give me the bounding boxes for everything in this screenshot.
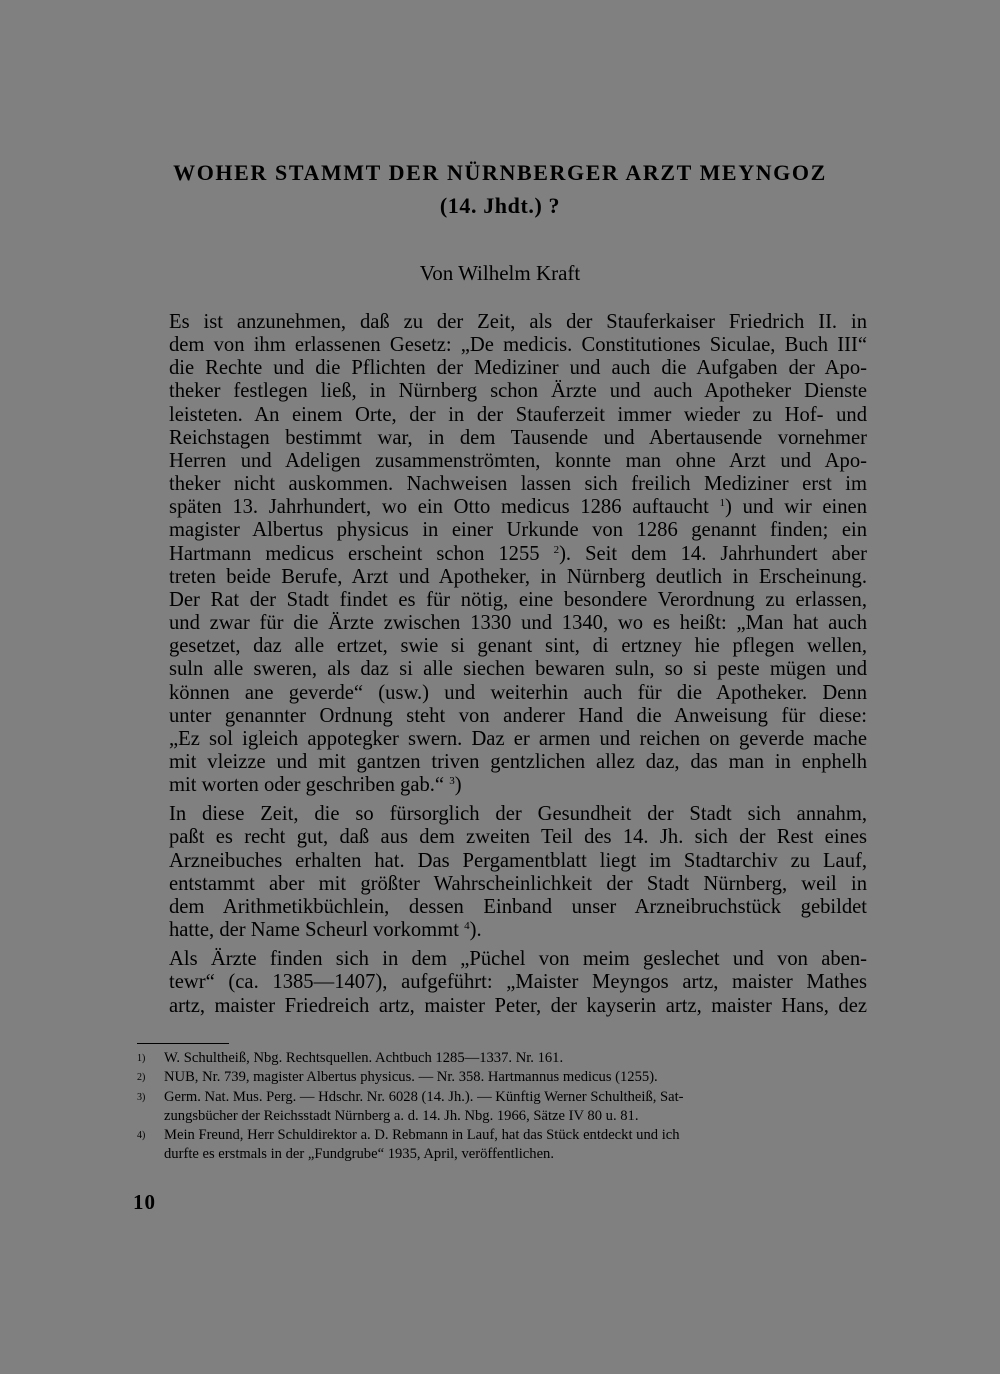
text-line: tewr“ (ca. 1385—1407), aufgeführt: „Maister Meyngos artz, maister Mathes (169, 971, 867, 994)
paragraph-1 (133, 311, 867, 797)
text-line (133, 919, 867, 942)
footnote-ref-1: 1 (719, 497, 726, 510)
text-line: Reichstagen bestimmt war, in dem Tausende und Abertausende vornehmer (169, 426, 867, 449)
text-line: Es ist anzunehmen, daß zu der Zeit, als der Stauferkaiser Friedrich II. in (169, 311, 867, 333)
text-line: artz, maister Friedreich artz, maister Peter, der kayserin artz, maister Hans, dez (169, 994, 867, 1017)
text-line: können ane geverde“ (usw.) und weiterhin auch für die Apotheker. Denn (169, 681, 867, 704)
text-line: die Rechte und die Pflichten der Mediziner und auch die Aufgaben der Apo- (169, 357, 867, 380)
footnote-1 (137, 1049, 867, 1068)
text-line (133, 774, 867, 797)
article-title: WOHER STAMMT DER NÜRNBERGER ARZT MEYNGOZ (173, 160, 827, 185)
text-fragment: Hartmann medicus erscheint schon 1255 (169, 542, 554, 565)
text-line: leisteten. An einem Orte, der in der Stauferzeit immer wieder zu Hof- und (169, 403, 867, 426)
text-line (133, 543, 867, 566)
text-line: entstammt aber mit größter Wahrscheinlichkeit der Stadt Nürnberg, weil in (169, 872, 867, 895)
text-fragment: ) (454, 774, 462, 797)
text-fragment: späten 13. Jahrhundert, wo ein Otto medicus 1286 auftaucht (169, 496, 720, 519)
text-line: Arzneibuches erhalten hat. Das Pergamentblatt liegt im Stadtarchiv zu Lauf, (169, 849, 867, 872)
footnote-text: W. Schultheiß, Nbg. Rechtsquellen. Achtbuch 1285—1337. Nr. 161. (164, 1050, 564, 1066)
footnote-text: durfte es erstmals in der „Fundgrube“ 1935, April, veröffentlichen. (164, 1146, 555, 1163)
text-line: mit vleizze und mit gantzen triven gentzlichen allez daz, das man in enphelh (169, 750, 867, 773)
footnote-text: Mein Freund, Herr Schuldirektor a. D. Rebmann in Lauf, hat das Stück entdeckt und ich (164, 1127, 680, 1144)
document-page (133, 0, 867, 1374)
text-fragment: ). Seit dem 14. Jahrhundert aber (559, 542, 868, 565)
text-line: gesetzet, daz alle ertzet, swie si genant sint, di ertzney hie pflegen wellen, (169, 635, 867, 658)
author-byline: Von Wilhelm Kraft (419, 261, 581, 285)
paragraph-2 (133, 803, 867, 942)
footnote-divider (137, 1043, 229, 1044)
footnote-mark: 4) (137, 1130, 146, 1142)
footnote-ref-4: 4 (464, 920, 470, 933)
text-fragment: hatte, der Name Scheurl vorkommt (169, 919, 465, 942)
footnote-text: Germ. Nat. Mus. Perg. — Hdschr. Nr. 6028 (14. Jh.). — Künftig Werner Schultheiß, Sat- (164, 1088, 684, 1105)
text-line: theker nicht auskommen. Nachweisen lassen sich freilich Mediziner erst im (169, 473, 867, 496)
text-line: „Ez sol igleich appotegker swern. Daz er armen und reichen on geverde mache (169, 727, 867, 750)
text-line: In diese Zeit, die so fürsorglich der Gesundheit der Stadt sich annahm, (169, 803, 867, 826)
footnote-text: NUB, Nr. 739, magister Albertus physicus. — Nr. 358. Hartmannus medicus (1255). (164, 1069, 658, 1086)
footnote-text: zungsbücher der Reichsstadt Nürnberg a. d. 14. Jh. Nbg. 1966, Sätze IV 80 u. 81. (164, 1107, 639, 1124)
footnote-3 (137, 1088, 867, 1127)
text-line: magister Albertus physicus in einer Urkunde von 1286 genannt finden; ein (169, 519, 867, 542)
text-line: und zwar für die Ärzte zwischen 1330 und 1340, wo es heißt: „Man hat auch (169, 612, 867, 635)
footnote-2 (137, 1068, 867, 1087)
footnote-mark: 2) (137, 1072, 146, 1084)
text-fragment: ) und wir einen (725, 496, 867, 519)
text-line: Herren und Adeligen zusammenströmten, konnte man ohne Arzt und Apo- (169, 449, 867, 472)
text-line: dem Arithmetikbüchlein, dessen Einband unser Arzneibruchstück gebildet (169, 895, 867, 918)
text-line: paßt es recht gut, daß aus dem zweiten Teil des 14. Jh. sich der Rest eines (169, 826, 867, 849)
article-title-date: (14. Jhdt.) ? (439, 193, 561, 218)
footnote-ref-3: 3 (449, 775, 455, 788)
text-fragment: mit worten oder geschriben gab.“ (169, 774, 450, 797)
article-body (133, 311, 867, 1018)
text-fragment: ). (469, 919, 482, 942)
text-line: Als Ärzte finden sich in dem „Püchel von meim geslechet und von aben- (169, 948, 867, 971)
footnote-mark: 1) (137, 1053, 146, 1064)
page-number: 10 (133, 1190, 156, 1214)
text-line: unter genannter Ordnung steht von anderer Hand die Anweisung für diese: (169, 704, 867, 727)
footnote-ref-2: 2 (553, 543, 560, 556)
text-line (133, 496, 867, 519)
text-line: Der Rat der Stadt findet es für nötig, eine besondere Verordnung zu erlassen, (169, 588, 867, 611)
footnote-mark: 3) (137, 1091, 146, 1103)
text-line: suln alle sweren, als daz si alle siechen bewaren suln, so si peste mügen und (169, 658, 867, 681)
footnote-4 (137, 1126, 867, 1165)
text-line: dem von ihm erlassenen Gesetz: „De medicis. Constitutiones Siculae, Buch III“ (169, 334, 867, 357)
text-line: theker festlegen ließ, in Nürnberg schon Ärzte und auch Apotheker Dienste (169, 380, 867, 403)
paragraph-3 (133, 948, 867, 1017)
footnotes (137, 1049, 867, 1165)
text-line: treten beide Berufe, Arzt und Apotheker, in Nürnberg deutlich in Erscheinung. (169, 565, 867, 588)
